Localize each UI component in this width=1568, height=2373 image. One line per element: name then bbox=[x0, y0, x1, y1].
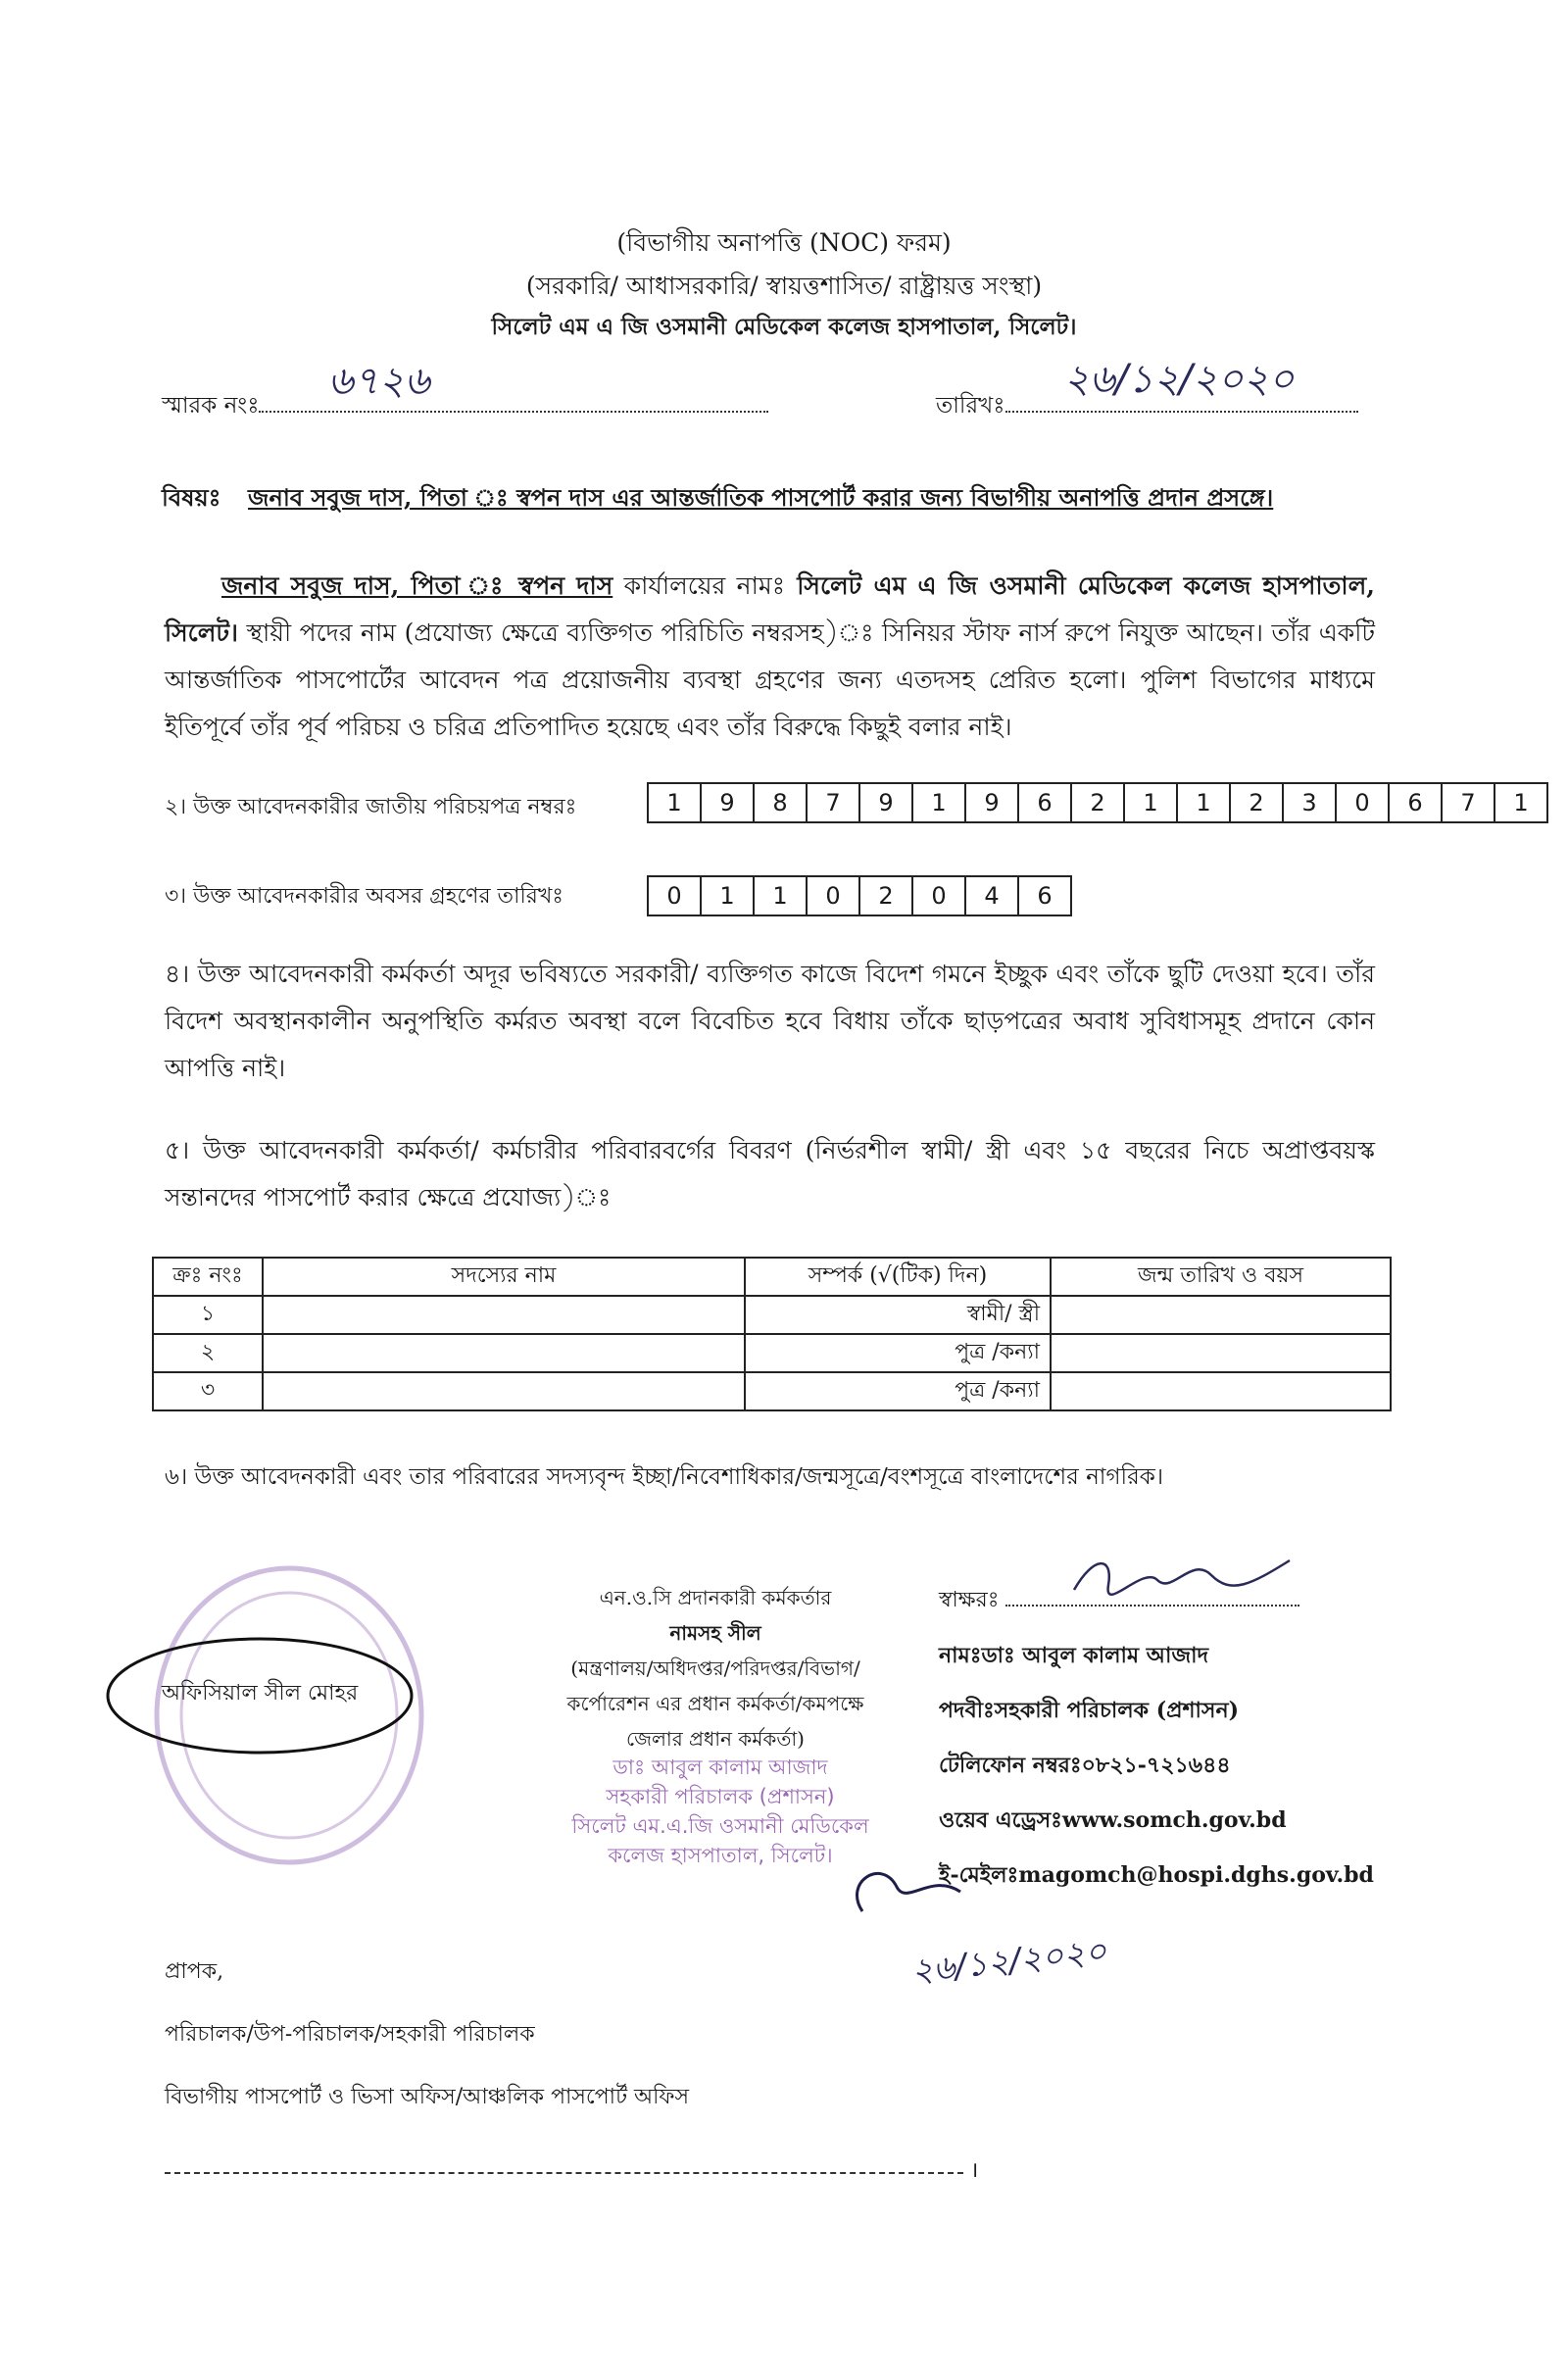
nid-digit-cell: 0 bbox=[1337, 784, 1390, 821]
memo-number: ৬৭২৬ bbox=[327, 359, 430, 404]
office-label: কার্যালয়ের নামঃ bbox=[612, 571, 786, 600]
nid-digit-cell: 6 bbox=[1390, 784, 1443, 821]
date-row bbox=[936, 357, 1358, 425]
institution-name: সিলেট এম এ জি ওসমানী মেডিকেল কলেজ হাসপাতাল, সিলেট। bbox=[491, 314, 1077, 340]
nid-digit-cell: 9 bbox=[966, 784, 1019, 821]
row-serial: ১ bbox=[153, 1296, 263, 1334]
noc-line-4: কর্পোরেশন এর প্রধান কর্মকর্তা/কমপক্ষে bbox=[566, 1692, 864, 1715]
bottom-divider-end: । bbox=[970, 2158, 979, 2183]
nid-digit-cell: 9 bbox=[860, 784, 913, 821]
date-label: তারিখঃ bbox=[936, 393, 1005, 419]
retirement-label: ৩। উক্ত আবেদনকারীর অবসর গ্রহণের তারিখঃ bbox=[165, 884, 564, 909]
form-title: (বিভাগীয় অনাপত্তি (NOC) ফরম) bbox=[616, 228, 952, 257]
stamp-line-1: ডাঃ আবুল কালাম আজাদ bbox=[612, 1755, 828, 1779]
row-dob bbox=[1051, 1296, 1391, 1334]
row-serial: ২ bbox=[153, 1334, 263, 1372]
row-dob bbox=[1051, 1372, 1391, 1410]
date-value: ২৬/১২/২০২০ bbox=[1063, 357, 1295, 402]
date-line bbox=[1005, 357, 1358, 413]
memo-row bbox=[162, 359, 768, 425]
website-value: www.somch.gov.bd bbox=[1061, 1807, 1287, 1833]
retirement-date-boxes bbox=[647, 875, 1072, 916]
retirement-digit-cell: 2 bbox=[860, 877, 913, 915]
subject-line bbox=[162, 480, 1426, 519]
email-row bbox=[939, 1848, 1488, 1903]
handwritten-sign-date: ২৬/১২/২০২০ bbox=[909, 1931, 1109, 1992]
official-seal-label: অফিসিয়াল সীল মোহর bbox=[161, 1681, 359, 1706]
memo-label: স্মারক নংঃ bbox=[162, 393, 260, 419]
signature-line bbox=[1005, 1585, 1299, 1607]
retirement-digit-cell: 0 bbox=[649, 877, 702, 915]
row-relation: স্বামী/ স্ত্রী bbox=[745, 1296, 1051, 1334]
nid-digit-cell: 1 bbox=[649, 784, 702, 821]
family-table-header bbox=[153, 1258, 1391, 1296]
noc-line-1: এন.ও.সি প্রদানকারী কর্মকর্তার bbox=[599, 1586, 832, 1609]
col-dob-age: জন্ম তারিখ ও বয়স bbox=[1051, 1258, 1391, 1296]
noc-line-5: জেলার প্রধান কর্মকর্তা) bbox=[625, 1727, 805, 1751]
row-member-name bbox=[263, 1296, 745, 1334]
phone-label: টেলিফোন নম্বরঃ bbox=[939, 1753, 1082, 1778]
stamp-line-4: কলেজ হাসপাতাল, সিলেট। bbox=[608, 1844, 833, 1867]
nid-digit-cell: 1 bbox=[913, 784, 966, 821]
signature-row bbox=[939, 1573, 1488, 1628]
retirement-digit-cell: 1 bbox=[755, 877, 808, 915]
designation-row bbox=[939, 1683, 1488, 1738]
row-relation: পুত্র /কন্যা bbox=[745, 1334, 1051, 1372]
designation-label: পদবীঃ bbox=[939, 1698, 995, 1723]
nid-digit-cell: 1 bbox=[1513, 789, 1529, 816]
nid-digit-cell: 8 bbox=[755, 784, 808, 821]
nid-digit-cell: 2 bbox=[1072, 784, 1125, 821]
row-member-name bbox=[263, 1334, 745, 1372]
table-row bbox=[153, 1296, 1391, 1334]
noc-line-3: (মন্ত্রণালয়/অধিদপ্তর/পরিদপ্তর/বিভাগ/ bbox=[570, 1656, 860, 1680]
col-relation: সম্পর্ক (√(টিক) দিন) bbox=[745, 1258, 1051, 1296]
row-dob bbox=[1051, 1334, 1391, 1372]
row-relation: পুত্র /কন্যা bbox=[745, 1372, 1051, 1410]
retirement-digit-cell: 6 bbox=[1037, 882, 1053, 910]
retirement-digit-cell: 0 bbox=[913, 877, 966, 915]
memo-line bbox=[259, 359, 768, 413]
nid-digit-cell: 9 bbox=[702, 784, 755, 821]
nid-digit-cell: 6 bbox=[1019, 784, 1072, 821]
designation-value: সহকারী পরিচালক (প্রশাসন) bbox=[994, 1698, 1240, 1723]
recipient-label: প্রাপক, bbox=[165, 1959, 224, 1984]
retirement-digit-cell: 1 bbox=[702, 877, 755, 915]
post-label: স্থায়ী পদের নাম (প্রযোজ্য ক্ষেত্রে ব্যক্তিগত পরিচিতি নম্বরসহ)ঃ bbox=[246, 618, 874, 647]
initial-signature bbox=[843, 1853, 980, 1941]
org-type: (সরকারি/ আধাসরকারি/ স্বায়ত্তশাসিত/ রাষ্ট্রায়ত্ত সংস্থা) bbox=[525, 272, 1043, 300]
phone-value: ০৮২১-৭২১৬৪৪ bbox=[1081, 1753, 1231, 1778]
post-text: সিনিয়র স্টাফ নার্স রুপে নিযুক্ত আছেন। তাঁর একটি আন্তর্জাতিক পাসপোর্টের আবেদন পত্র প্রয়োজনীয় ব্যবস্থা গ্রহণের জন্য এতদসহ প্রেরিত হলো। পুলিশ বিভাগের মাধ্যমে ইতিপূর্বে তাঁর পূর্ব পরিচয় ও চরিত্র প্রতিপাদিত হয়েছে এবং তাঁর বিরুদ্ধে কিছুই বলার নাই। bbox=[165, 618, 1376, 741]
section5-paragraph: ৫। উক্ত আবেদনকারী কর্মকর্তা/ কর্মচারীর পরিবারবর্গের বিবরণ (নির্ভরশীল স্বামী/ স্ত্রী এবং ১৫ বছরের নিচে অপ্রাপ্তবয়স্ক সন্তানদের পাসপোর্ট করার ক্ষেত্রে প্রযোজ্য)ঃ bbox=[165, 1136, 1375, 1211]
family-table bbox=[152, 1257, 1392, 1411]
nid-digit-cell: 3 bbox=[1284, 784, 1337, 821]
bottom-divider bbox=[165, 2172, 963, 2174]
subject-label: বিষয়ঃ bbox=[162, 483, 221, 512]
office-value: সিলেট এম এ জি ওসমানী মেডিকেল কলেজ হাসপাতাল, সিলেট। bbox=[165, 571, 1375, 647]
name-value: ডাঃ আবুল কালাম আজাদ bbox=[981, 1643, 1209, 1668]
email-label: ই-মেইলঃ bbox=[939, 1862, 1019, 1888]
website-label: ওয়েব এড্রেসঃ bbox=[939, 1807, 1062, 1833]
nid-digit-cell: 1 bbox=[1178, 784, 1231, 821]
nid-digit-cell: 2 bbox=[1231, 784, 1284, 821]
recipient-block bbox=[165, 1941, 689, 2129]
table-row bbox=[153, 1372, 1391, 1410]
noc-line-2: নামসহ সীল bbox=[669, 1621, 761, 1645]
section4-paragraph: ৪। উক্ত আবেদনকারী কর্মকর্তা অদূর ভবিষ্যতে সরকারী/ ব্যক্তিগত কাজে বিদেশ গমনে ইচ্ছুক এবং তাঁকে ছুটি দেওয়া হবে। তাঁর বিদেশ অবস্থানকালীন অনুপস্থিতি কর্মরত অবস্থা বলে বিবেচিত হবে বিধায় তাঁকে ছাড়পত্রের অবাধ সুবিধাসমূহ প্রদানে কোন আপত্তি নাই। bbox=[165, 960, 1375, 1082]
signatory-block bbox=[939, 1573, 1488, 1903]
name-label: নামঃ bbox=[939, 1643, 982, 1668]
noc-officer-seal-block bbox=[529, 1580, 902, 1756]
recipient-line-1: পরিচালক/উপ-পরিচালক/সহকারী পরিচালক bbox=[165, 2022, 535, 2047]
stamp-line-2: সহকারী পরিচালক (প্রশাসন) bbox=[606, 1785, 835, 1808]
table-row bbox=[153, 1334, 1391, 1372]
signature-scribble bbox=[1064, 1546, 1299, 1605]
retirement-digit-cell: 4 bbox=[966, 877, 1019, 915]
retirement-digit-cell: 0 bbox=[808, 877, 860, 915]
signature-label: স্বাক্ষরঃ bbox=[939, 1588, 1000, 1612]
col-serial: ক্রঃ নংঃ bbox=[153, 1258, 263, 1296]
applicant-name: জনাব সবুজ দাস, পিতা ঃ স্বপন দাস bbox=[221, 571, 613, 600]
section6-paragraph: ৬। উক্ত আবেদনকারী এবং তার পরিবারের সদস্যবৃন্দ ইচ্ছা/নিবেশাধিকার/জন্মসূত্রে/বংশসূত্রে বাংলাদেশের নাগরিক। bbox=[165, 1464, 1164, 1490]
name-row bbox=[939, 1628, 1488, 1683]
website-row bbox=[939, 1793, 1488, 1848]
section1-paragraph bbox=[165, 563, 1375, 751]
row-serial: ৩ bbox=[153, 1372, 263, 1410]
row-member-name bbox=[263, 1372, 745, 1410]
nid-digit-cell: 1 bbox=[1125, 784, 1178, 821]
stamp-line-3: সিলেট এম.এ.জি ওসমানী মেডিকেল bbox=[571, 1814, 869, 1838]
nid-label: ২। উক্ত আবেদনকারীর জাতীয় পরিচয়পত্র নম্বরঃ bbox=[165, 795, 577, 819]
nid-digit-cell: 7 bbox=[1443, 784, 1495, 821]
nid-digit-cell: 7 bbox=[808, 784, 860, 821]
nid-number-boxes bbox=[647, 782, 1548, 823]
col-member-name: সদস্যের নাম bbox=[263, 1258, 745, 1296]
phone-row bbox=[939, 1738, 1488, 1793]
recipient-line-2: বিভাগীয় পাসপোর্ট ও ভিসা অফিস/আঞ্চলিক পাসপোর্ট অফিস bbox=[165, 2085, 690, 2109]
subject-text: জনাব সবুজ দাস, পিতা ঃ স্বপন দাস এর আন্তর্জাতিক পাসপোর্ট করার জন্য বিভাগীয় অনাপত্তি প্রদান প্রসঙ্গে। bbox=[248, 483, 1274, 512]
email-value: magomch@hospi.dghs.gov.bd bbox=[1018, 1862, 1374, 1888]
